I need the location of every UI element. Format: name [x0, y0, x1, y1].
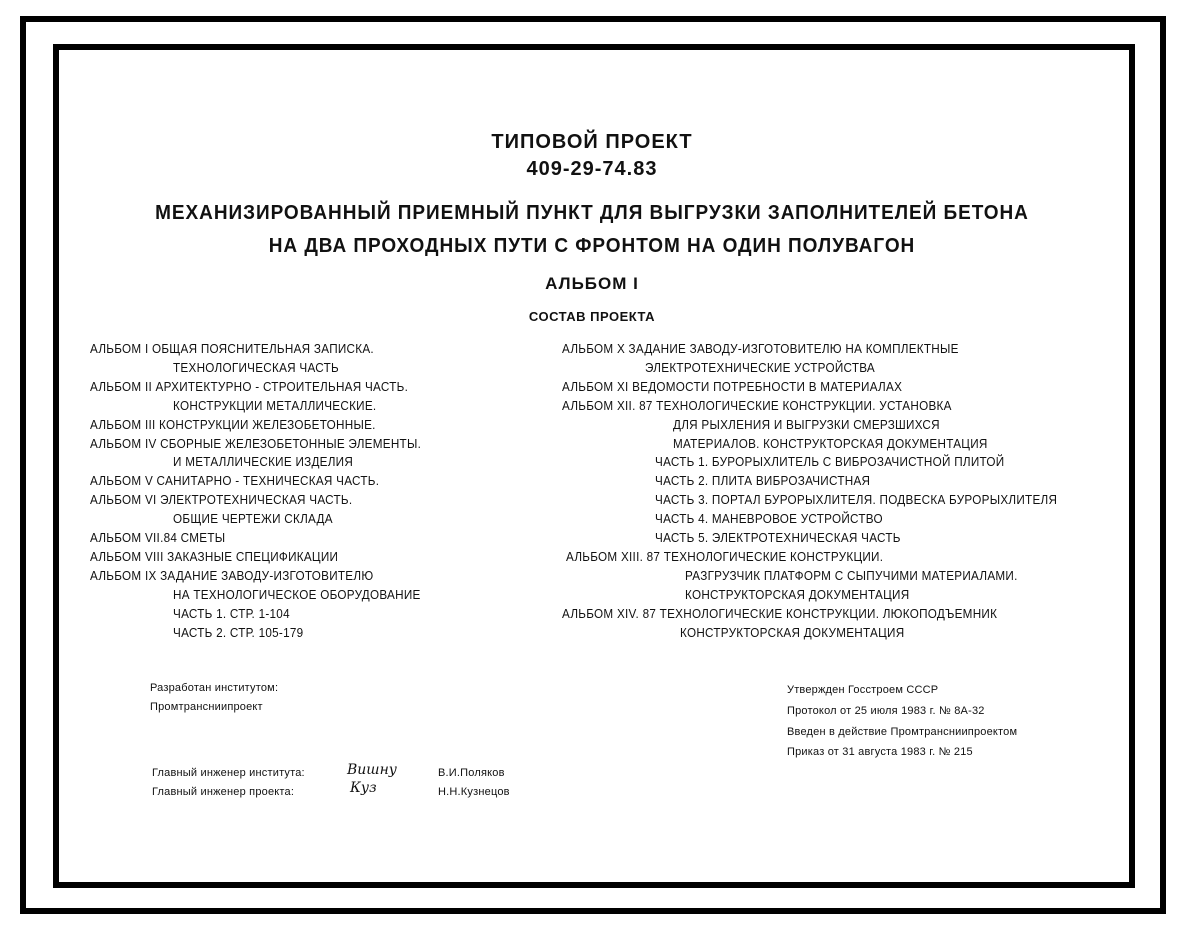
- signature-role: Главный инженер института:: [152, 767, 305, 779]
- contents-line: КОНСТРУКЦИИ МЕТАЛЛИЧЕСКИЕ.: [173, 397, 377, 413]
- contents-line: ЧАСТЬ 5. ЭЛЕКТРОТЕХНИЧЕСКАЯ ЧАСТЬ: [655, 530, 901, 545]
- contents-line: АЛЬБОМ VIII ЗАКАЗНЫЕ СПЕЦИФИКАЦИИ: [90, 548, 339, 564]
- album-label: АЛЬБОМ I: [545, 274, 639, 293]
- contents-line: ЧАСТЬ 2. СТР. 105-179: [173, 624, 304, 640]
- contents-line: АЛЬБОМ I ОБЩАЯ ПОЯСНИТЕЛЬНАЯ ЗАПИСКА.: [90, 341, 374, 356]
- contents-line: АЛЬБОМ XII. 87 ТЕХНОЛОГИЧЕСКИЕ КОНСТРУКЦИИ. УСТАНОВКА: [562, 397, 952, 413]
- project-title-line1: МЕХАНИЗИРОВАННЫЙ ПРИЕМНЫЙ ПУНКТ ДЛЯ ВЫГРУЗКИ ЗАПОЛНИТЕЛЕЙ БЕТОНА: [155, 202, 1029, 224]
- contents-line: АЛЬБОМ IV СБОРНЫЕ ЖЕЛЕЗОБЕТОННЫЕ ЭЛЕМЕНТЫ.: [90, 435, 422, 451]
- signature-image: Куз: [350, 780, 377, 796]
- contents-line: КОНСТРУКТОРСКАЯ ДОКУМЕНТАЦИЯ: [685, 586, 910, 602]
- developer-label: Разработан институтом:: [150, 682, 279, 694]
- contents-line: НА ТЕХНОЛОГИЧЕСКОЕ ОБОРУДОВАНИЕ: [173, 586, 421, 602]
- contents-line: КОНСТРУКТОРСКАЯ ДОКУМЕНТАЦИЯ: [680, 624, 905, 640]
- contents-line: АЛЬБОМ VI ЭЛЕКТРОТЕХНИЧЕСКАЯ ЧАСТЬ.: [90, 492, 353, 508]
- contents-line: РАЗГРУЗЧИК ПЛАТФОРМ С СЫПУЧИМИ МАТЕРИАЛАМИ.: [685, 567, 1018, 583]
- contents-line: ЧАСТЬ 2. ПЛИТА ВИБРОЗАЧИСТНАЯ: [655, 473, 871, 489]
- contents-line: АЛЬБОМ X ЗАДАНИЕ ЗАВОДУ-ИЗГОТОВИТЕЛЮ НА КОМПЛЕКТНЫЕ: [562, 341, 959, 356]
- contents-line: ДЛЯ РЫХЛЕНИЯ И ВЫГРУЗКИ СМЕРЗШИХСЯ: [673, 416, 940, 432]
- contents-line: АЛЬБОМ V САНИТАРНО - ТЕХНИЧЕСКАЯ ЧАСТЬ.: [90, 473, 380, 489]
- contents-line: АЛЬБОМ III КОНСТРУКЦИИ ЖЕЛЕЗОБЕТОННЫЕ.: [90, 416, 376, 432]
- signature-name: В.И.Поляков: [438, 767, 505, 779]
- contents-line: АЛЬБОМ VII.84 СМЕТЫ: [90, 530, 226, 545]
- contents-line: АЛЬБОМ XIII. 87 ТЕХНОЛОГИЧЕСКИЕ КОНСТРУКЦИИ.: [566, 548, 884, 564]
- contents-line: АЛЬБОМ II АРХИТЕКТУРНО - СТРОИТЕЛЬНАЯ ЧАСТЬ.: [90, 378, 409, 394]
- project-type: ТИПОВОЙ ПРОЕКТ: [491, 131, 693, 153]
- contents-line: АЛЬБОМ IX ЗАДАНИЕ ЗАВОДУ-ИЗГОТОВИТЕЛЮ: [90, 567, 374, 583]
- signature-name: Н.Н.Кузнецов: [438, 786, 510, 798]
- approval-line: Утвержден Госстроем СССР: [787, 684, 939, 696]
- signature-image: Вишну: [347, 762, 397, 778]
- project-number: 409-29-74.83: [526, 158, 658, 180]
- contents-line: ЧАСТЬ 4. МАНЕВРОВОЕ УСТРОЙСТВО: [655, 511, 883, 527]
- approval-line: Приказ от 31 августа 1983 г. № 215: [787, 746, 973, 758]
- contents-line: МАТЕРИАЛОВ. КОНСТРУКТОРСКАЯ ДОКУМЕНТАЦИЯ: [673, 435, 988, 451]
- contents-line: И МЕТАЛЛИЧЕСКИЕ ИЗДЕЛИЯ: [173, 454, 354, 470]
- approval-line: Введен в действие Промтрансниипроектом: [787, 726, 1018, 738]
- contents-line: ЧАСТЬ 1. БУРОРЫХЛИТЕЛЬ С ВИБРОЗАЧИСТНОЙ ПЛИТОЙ: [655, 454, 1005, 470]
- approval-line: Протокол от 25 июля 1983 г. № 8А-32: [787, 705, 985, 717]
- contents-heading: СОСТАВ ПРОЕКТА: [528, 309, 656, 324]
- contents-line: АЛЬБОМ XI ВЕДОМОСТИ ПОТРЕБНОСТИ В МАТЕРИАЛАХ: [562, 378, 903, 394]
- contents-line: ТЕХНОЛОГИЧЕСКАЯ ЧАСТЬ: [173, 359, 339, 375]
- contents-line: АЛЬБОМ XIV. 87 ТЕХНОЛОГИЧЕСКИЕ КОНСТРУКЦИИ. ЛЮКОПОДЪЕМНИК: [562, 605, 998, 621]
- contents-line: ЧАСТЬ 1. СТР. 1-104: [173, 605, 290, 621]
- signature-role: Главный инженер проекта:: [152, 786, 295, 798]
- contents-line: ЧАСТЬ 3. ПОРТАЛ БУРОРЫХЛИТЕЛЯ. ПОДВЕСКА БУРОРЫХЛИТЕЛЯ: [655, 492, 1058, 508]
- contents-line: ЭЛЕКТРОТЕХНИЧЕСКИЕ УСТРОЙСТВА: [645, 359, 876, 375]
- project-title-line2: НА ДВА ПРОХОДНЫХ ПУТИ С ФРОНТОМ НА ОДИН ПОЛУВАГОН: [268, 235, 916, 257]
- contents-line: ОБЩИЕ ЧЕРТЕЖИ СКЛАДА: [173, 511, 333, 527]
- developer-name: Промтрансниипроект: [150, 701, 263, 713]
